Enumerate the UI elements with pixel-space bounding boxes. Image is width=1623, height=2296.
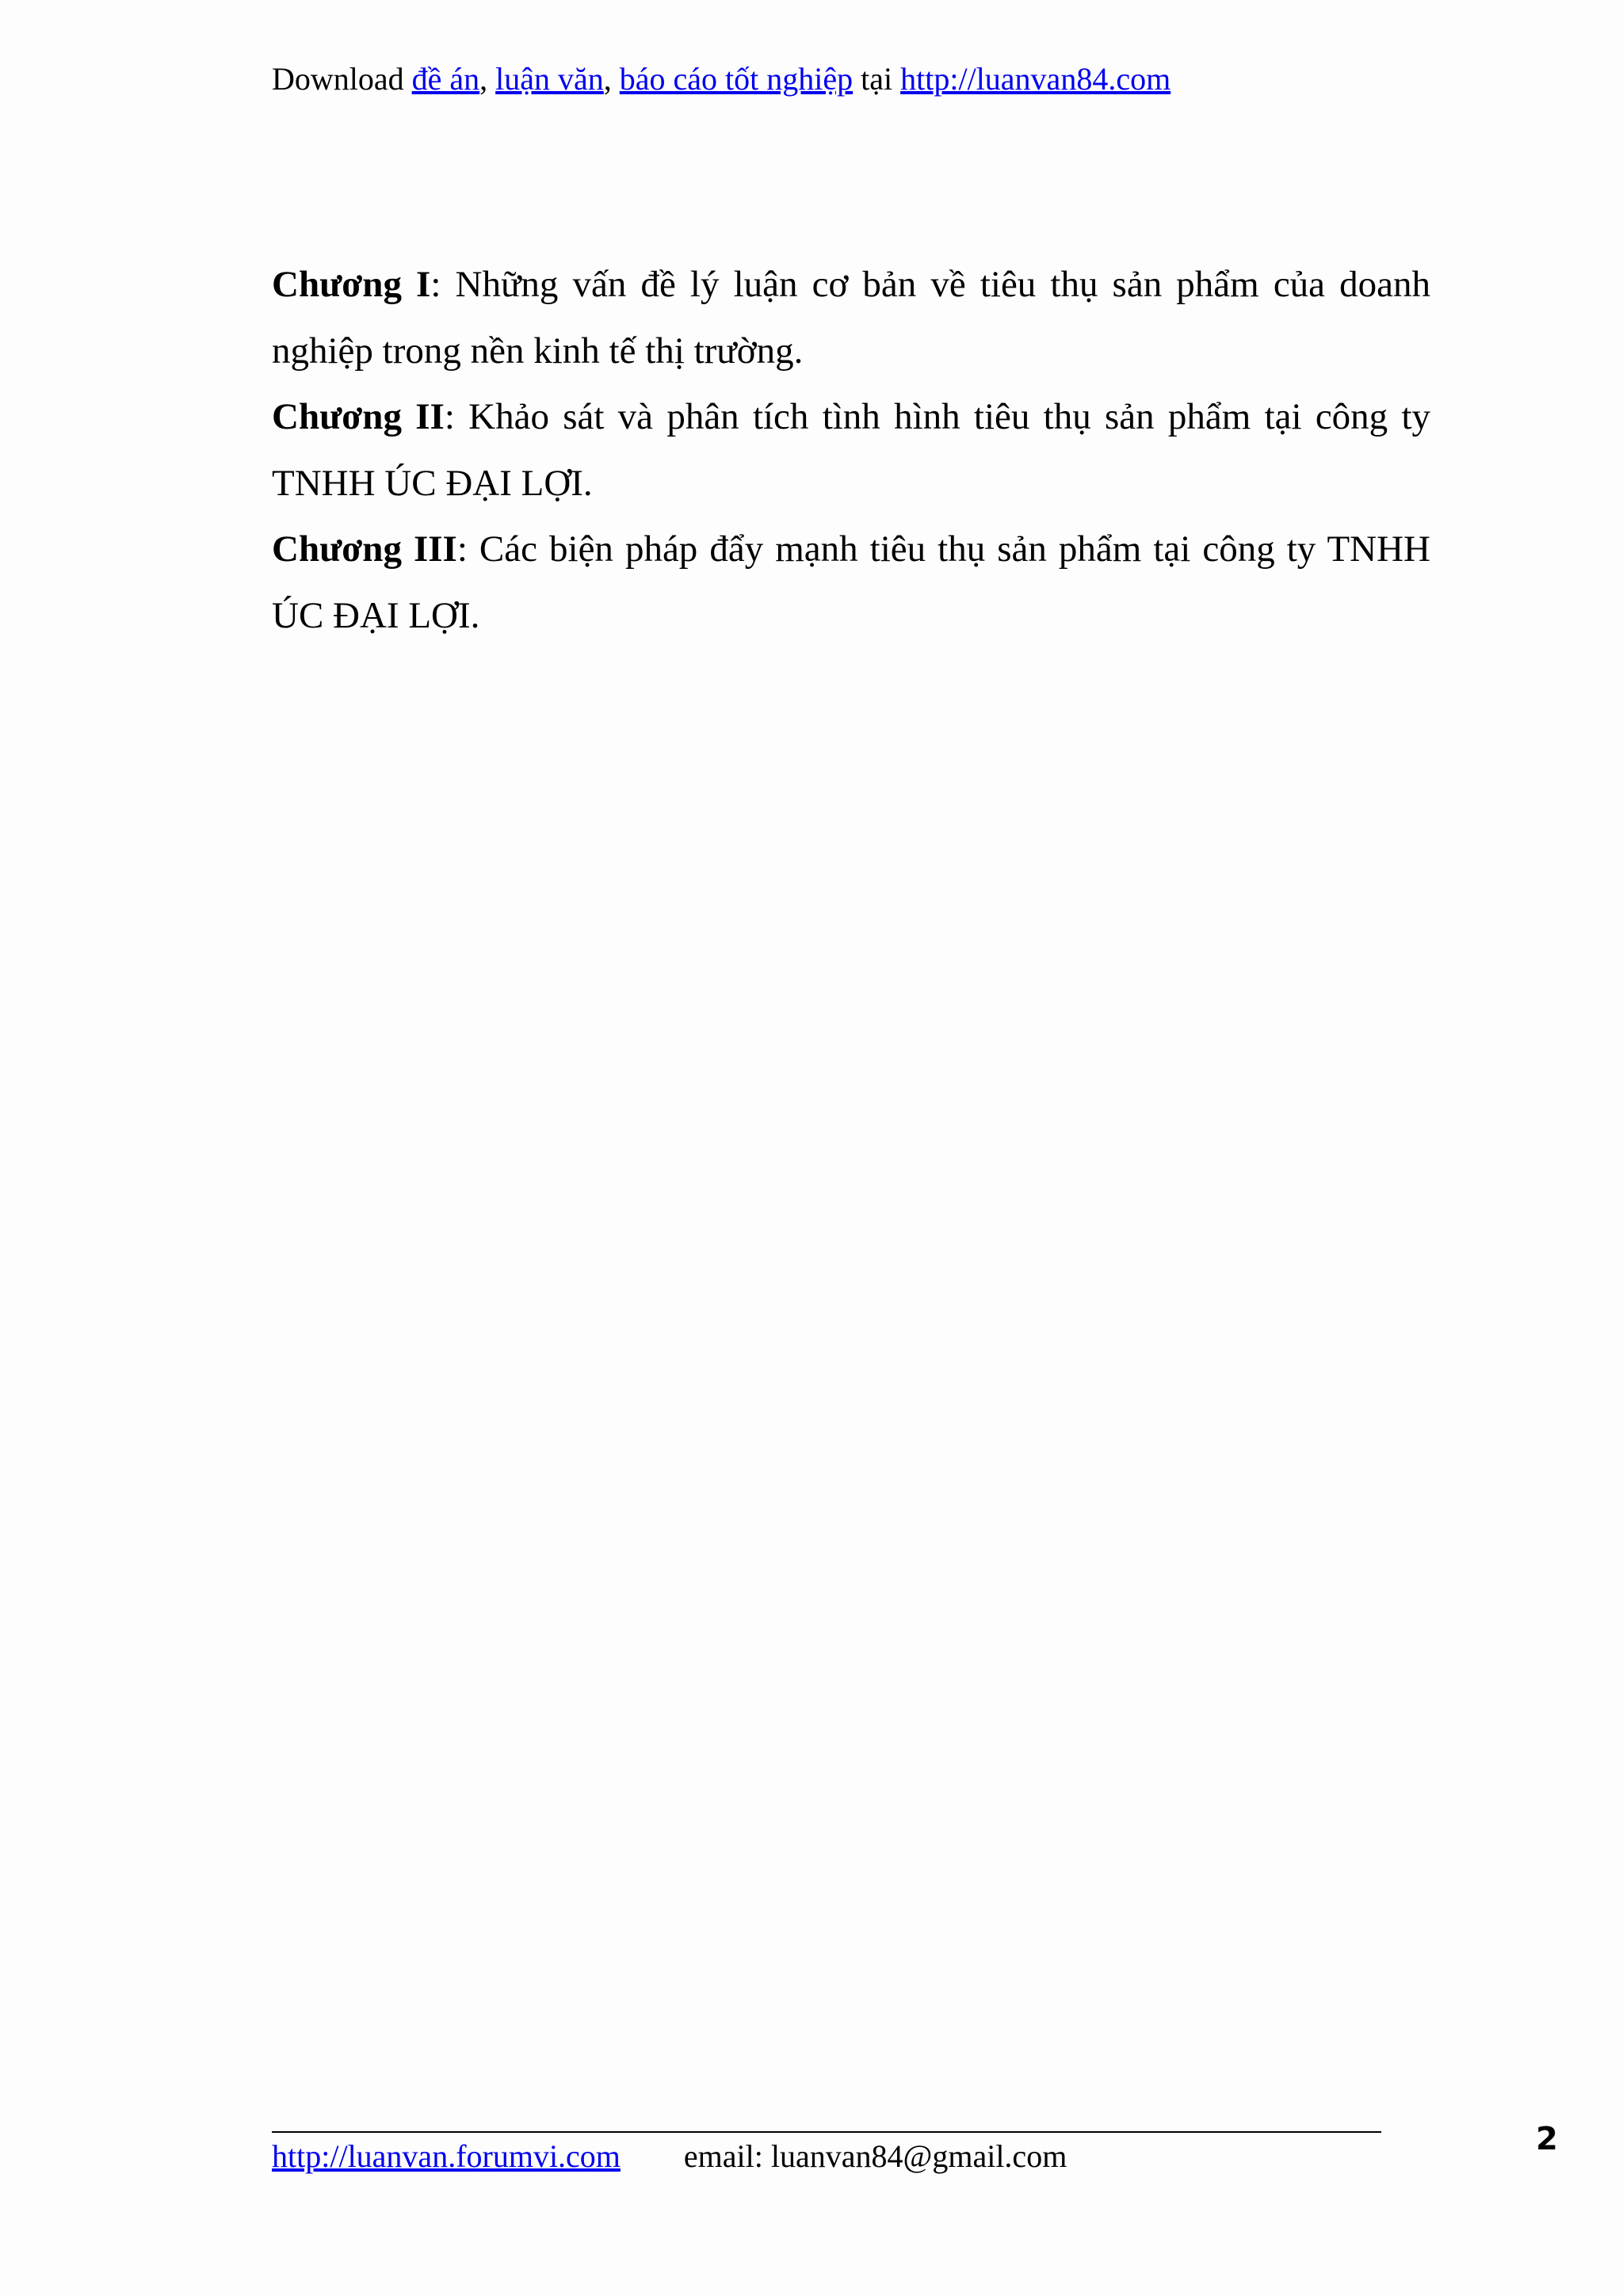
footer-divider	[272, 2131, 1381, 2133]
header-separator: ,	[479, 61, 496, 97]
chapter-label: Chương I	[272, 264, 431, 305]
chapter-paragraph	[272, 517, 1430, 649]
footer	[272, 2134, 1067, 2179]
chapter-description: : Khảo sát và phân tích tình hình tiêu thụ sản phẩm tại công ty TNHH ÚC ĐẠI LỢI.	[272, 396, 1431, 504]
footer-forum-link[interactable]: http://luanvan.forumvi.com	[272, 2138, 621, 2174]
chapter-label: Chương III	[272, 528, 457, 570]
header-prefix: Download	[272, 61, 412, 97]
header-link-de-an[interactable]: đề án	[411, 61, 480, 97]
header-separator: ,	[603, 61, 620, 97]
chapter-description: : Các biện pháp đẩy mạnh tiêu thụ sản phẩm tại công ty TNHH ÚC ĐẠI LỢI.	[272, 528, 1430, 636]
document-body	[272, 252, 1430, 649]
header-link-bao-cao[interactable]: báo cáo tốt nghiệp	[619, 61, 854, 97]
header-middle-text: tại	[853, 61, 901, 97]
header-link-website[interactable]: http://luanvan84.com	[900, 61, 1171, 97]
header-download-line	[272, 57, 1170, 101]
chapter-paragraph	[272, 384, 1430, 517]
page-number: 2	[1536, 2121, 1558, 2157]
header-link-luan-van[interactable]: luận văn	[495, 61, 604, 97]
chapter-paragraph	[272, 252, 1430, 384]
chapter-label: Chương II	[272, 396, 445, 437]
footer-email: email: luanvan84@gmail.com	[683, 2138, 1067, 2174]
chapter-description: : Những vấn đề lý luận cơ bản về tiêu thụ sản phẩm của doanh nghiệp trong nền kinh tế thị trường.	[272, 264, 1430, 372]
